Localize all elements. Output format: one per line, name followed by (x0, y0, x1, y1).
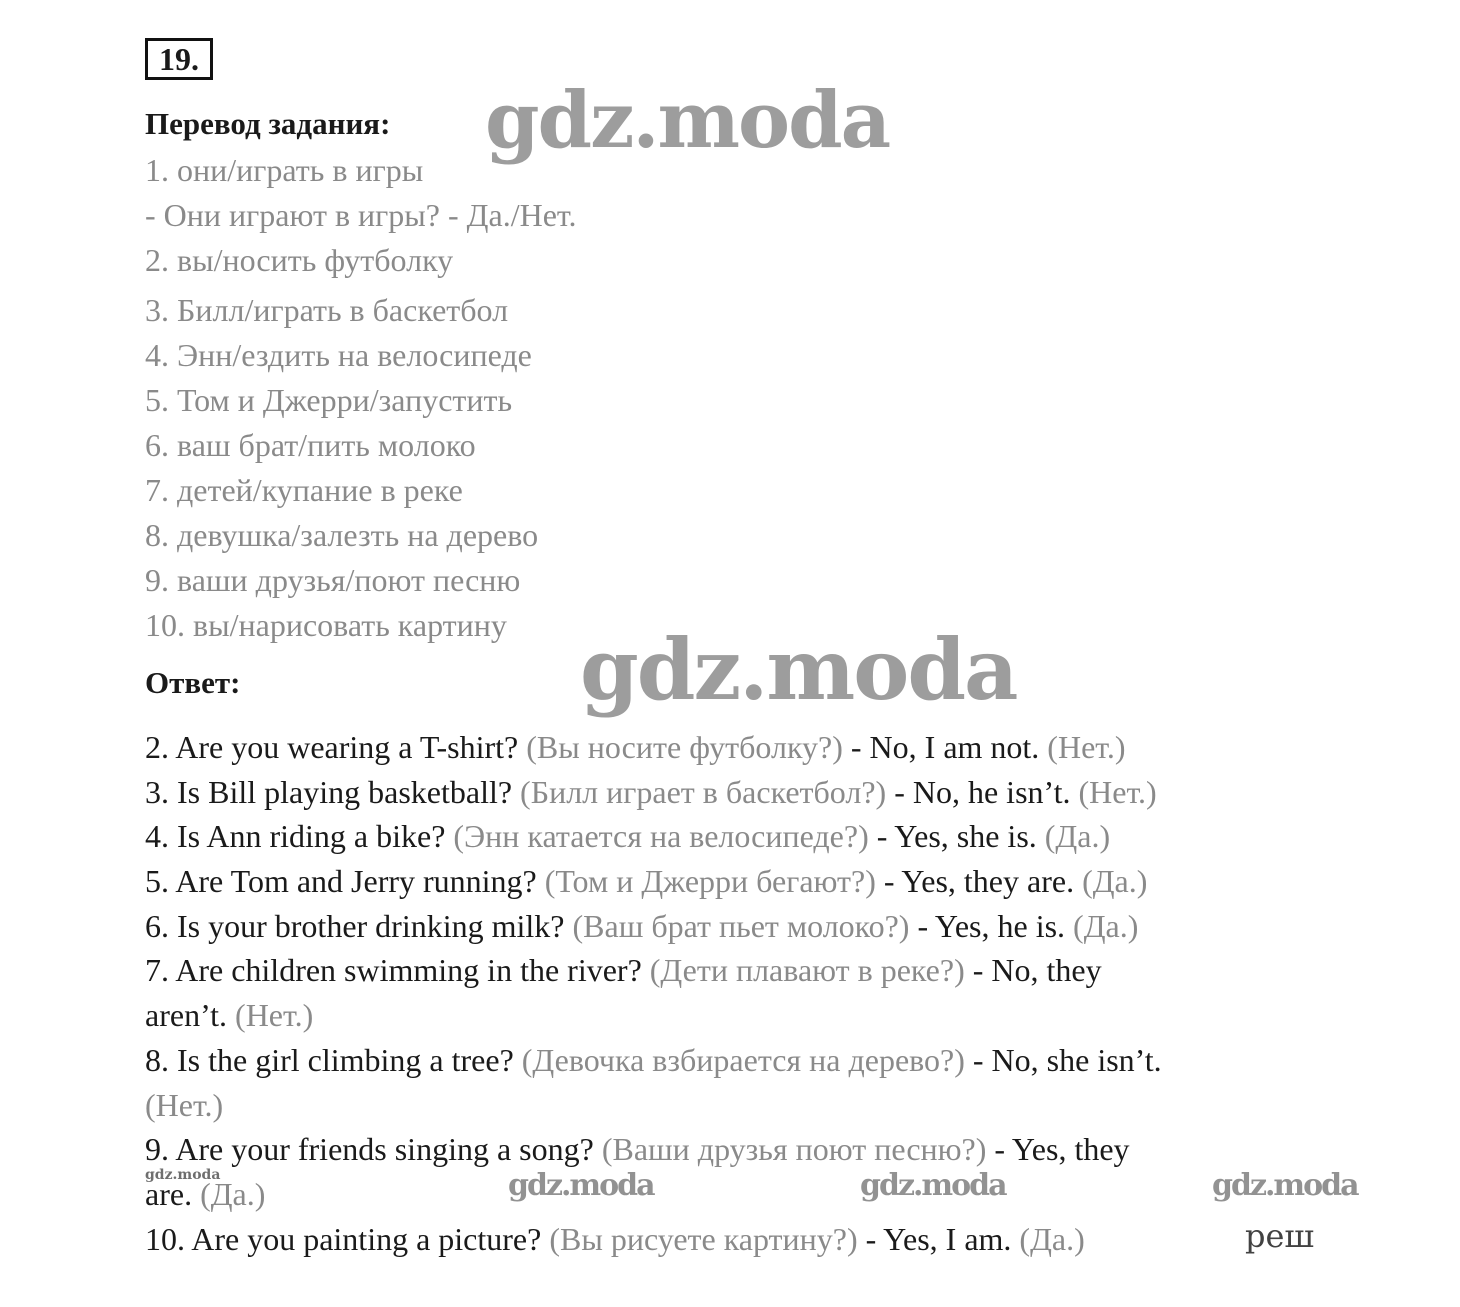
answer-reply-translation: (Нет.) (145, 1087, 224, 1123)
answer-line (145, 816, 1110, 856)
watermark-logo: gdz.moda (485, 75, 890, 166)
answer-question: 3. Is Bill playing basketball? (145, 774, 513, 810)
answer-line (145, 772, 1157, 812)
answer-reply-continued: aren’t. (145, 997, 228, 1033)
answer-line-continuation (145, 1085, 223, 1125)
answer-question: 4. Is Ann riding a bike? (145, 818, 446, 854)
answer-question: 10. Are you painting a picture? (145, 1221, 542, 1257)
answer-reply: - No, she isn’t. (972, 1042, 1162, 1078)
translation-heading: Перевод задания: (145, 106, 391, 141)
answer-question-translation: (Вы рисуете картину?) (549, 1221, 858, 1257)
translation-line: 7. детей/купание в реке (145, 472, 463, 508)
answer-reply-translation: (Да.) (200, 1176, 266, 1212)
translation-line: 3. Билл/играть в баскетбол (145, 292, 509, 328)
translation-line: 10. вы/нарисовать картину (145, 607, 507, 643)
answer-reply: - No, they (972, 952, 1102, 988)
answer-question: 5. Are Tom and Jerry running? (145, 863, 537, 899)
translation-line: 2. вы/носить футболку (145, 242, 454, 278)
answer-question-translation: (Дети плавают в реке?) (649, 952, 965, 988)
watermark-small-text: gdz.moda (145, 1167, 221, 1183)
answer-question-translation: (Том и Джерри бегают?) (544, 863, 876, 899)
answer-question: 7. Are children swimming in the river? (145, 952, 642, 988)
answer-question-translation: (Ваш брат пьет молоко?) (572, 908, 910, 944)
answer-reply: - No, I am not. (850, 729, 1040, 765)
answer-reply-translation: (Да.) (1019, 1221, 1085, 1257)
translation-line: 6. ваш брат/пить молоко (145, 427, 476, 463)
answer-question: 2. Are you wearing a T-shirt? (145, 729, 519, 765)
answer-reply-translation: (Нет.) (1078, 774, 1157, 810)
answer-line (145, 1219, 1085, 1259)
translation-line: 9. ваши друзья/поют песню (145, 562, 521, 598)
watermark-corner-text: реш (1245, 1217, 1315, 1255)
answer-reply: - Yes, they are. (883, 863, 1075, 899)
answer-line (145, 1040, 1162, 1080)
answer-line (145, 861, 1147, 901)
answer-question: 6. Is your brother drinking milk? (145, 908, 565, 944)
answer-question: 8. Is the girl climbing a tree? (145, 1042, 514, 1078)
watermark-logo-small: gdz.moda (1212, 1168, 1358, 1203)
answer-reply-continued: are. (145, 1176, 193, 1212)
answer-reply: - Yes, he is. (917, 908, 1066, 944)
answer-reply: - Yes, I am. (865, 1221, 1012, 1257)
task-number-box: 19. (145, 38, 213, 80)
translation-line: 1. они/играть в игры (145, 152, 424, 188)
watermark-logo-small: gdz.moda (860, 1168, 1006, 1203)
answer-question-translation: (Энн катается на велосипеде?) (453, 818, 869, 854)
translation-line: 4. Энн/ездить на велосипеде (145, 337, 532, 373)
answer-question-translation: (Билл играет в баскетбол?) (520, 774, 887, 810)
answer-question-translation: (Девочка взбирается на дерево?) (521, 1042, 965, 1078)
watermark-logo-small: gdz.moda (508, 1168, 654, 1203)
answer-line (145, 906, 1138, 946)
answer-line-continuation (145, 995, 313, 1035)
answer-reply: - Yes, she is. (876, 818, 1037, 854)
answer-reply-translation: (Нет.) (235, 997, 314, 1033)
answer-question-translation: (Вы носите футболку?) (526, 729, 843, 765)
answer-reply-translation: (Да.) (1082, 863, 1148, 899)
answer-heading: Ответ: (145, 665, 241, 700)
watermark-logo: gdz.moda (580, 620, 1017, 719)
translation-line: - Они играют в игры? - Да./Нет. (145, 197, 577, 233)
answer-reply: - Yes, they (994, 1131, 1130, 1167)
answer-reply-translation: (Да.) (1044, 818, 1111, 854)
answer-line (145, 1129, 1130, 1169)
answer-line (145, 727, 1126, 767)
answer-line (145, 950, 1102, 990)
answer-question-translation: (Ваши друзья поют песню?) (601, 1131, 987, 1167)
translation-line: 5. Том и Джерри/запустить (145, 382, 513, 418)
answer-question: 9. Are your friends singing a song? (145, 1131, 594, 1167)
answer-reply: - No, he isn’t. (894, 774, 1071, 810)
answer-reply-translation: (Да.) (1073, 908, 1139, 944)
translation-line: 8. девушка/залезть на дерево (145, 517, 539, 553)
answer-reply-translation: (Нет.) (1047, 729, 1126, 765)
